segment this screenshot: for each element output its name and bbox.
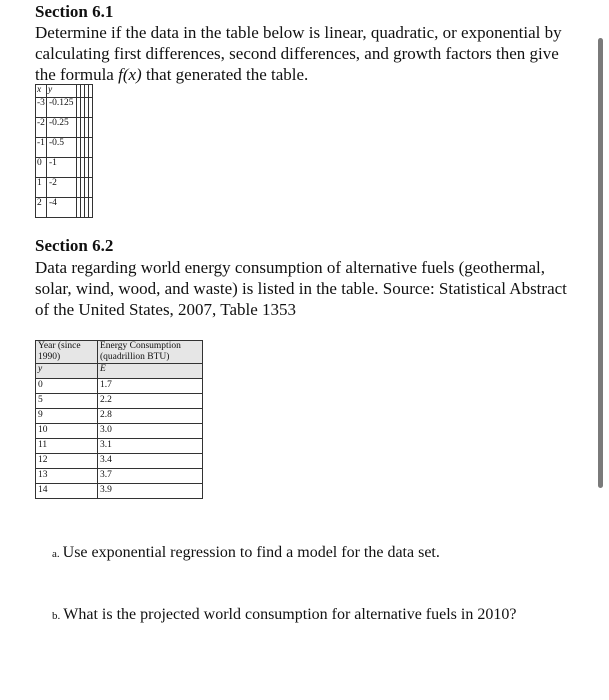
formula-fx: f(x) [118, 65, 142, 84]
table-cell: 1.7 [98, 379, 203, 394]
table-cell: 3.4 [98, 454, 203, 469]
table-cell: -3 [36, 98, 47, 118]
table-header-row [36, 85, 93, 98]
instructions-text-a: Determine if the data in the table below is linear, quadratic, or exponential by calculating first differences, second differences, and growth factors then give the formula [35, 23, 562, 84]
table-cell: 5 [36, 394, 98, 409]
question-a-text: Use exponential regression to find a model for the data set. [62, 544, 440, 561]
table-cell: 2.2 [98, 394, 203, 409]
table-row [36, 379, 203, 394]
table-cell: 10 [36, 424, 98, 439]
table-cell: 14 [36, 484, 98, 499]
table-cell: 3.1 [98, 439, 203, 454]
table-cell: 12 [36, 454, 98, 469]
scrollbar[interactable] [598, 38, 603, 488]
table-row [36, 454, 203, 469]
table-cell: 9 [36, 409, 98, 424]
instructions-text-b: that generated the table. [141, 65, 309, 84]
section-6-1-instructions [35, 22, 580, 85]
header-y: y [47, 85, 77, 98]
table-cell: 2 [36, 198, 47, 218]
table-cell: -0.25 [47, 118, 77, 138]
table-row [36, 178, 93, 198]
table-row [36, 439, 203, 454]
section-6-2-description: Data regarding world energy consumption of alternative fuels (geothermal, solar, wind, wood, and waste) is listed in the table. Source: Statistical Abstract of the United States, 2007, Table 1353 [35, 258, 567, 319]
question-a-label: a. [52, 548, 60, 560]
section-6-1-title: Section 6.1 [35, 2, 114, 21]
table-cell: -0.125 [47, 98, 77, 118]
table-cell: 0 [36, 379, 98, 394]
table-cell: -0.5 [47, 138, 77, 158]
table-cell: 3.0 [98, 424, 203, 439]
question-a [52, 543, 440, 564]
energy-table [35, 340, 203, 499]
table-cell: -1 [36, 138, 47, 158]
table-cell: 3.9 [98, 484, 203, 499]
xy-table [35, 84, 93, 218]
table-header-row [36, 341, 203, 364]
table-row [36, 469, 203, 484]
table-cell: -1 [47, 158, 77, 178]
var-e: E [98, 364, 203, 379]
table-cell: 3.7 [98, 469, 203, 484]
table-row [36, 409, 203, 424]
table-cell: -2 [36, 118, 47, 138]
question-b [52, 605, 516, 626]
table-cell: 1 [36, 178, 47, 198]
header-x: x [36, 85, 47, 98]
question-b-text: What is the projected world consumption for alternative fuels in 2010? [63, 606, 517, 623]
table-row [36, 138, 93, 158]
table-row [36, 484, 203, 499]
table-var-row [36, 364, 203, 379]
table-row [36, 198, 93, 218]
table-cell: 0 [36, 158, 47, 178]
table-cell: -4 [47, 198, 77, 218]
table-row [36, 118, 93, 138]
question-b-label: b. [52, 610, 61, 622]
table-cell: -2 [47, 178, 77, 198]
header-year: Year (since 1990) [36, 341, 98, 364]
section-6-2-title: Section 6.2 [35, 236, 114, 255]
header-energy: Energy Consumption (quadrillion BTU) [98, 341, 203, 364]
table-row [36, 424, 203, 439]
table-cell: 2.8 [98, 409, 203, 424]
table-cell: 13 [36, 469, 98, 484]
table-cell: 11 [36, 439, 98, 454]
table-row [36, 98, 93, 118]
table-row [36, 394, 203, 409]
table-row [36, 158, 93, 178]
var-y: y [36, 364, 98, 379]
